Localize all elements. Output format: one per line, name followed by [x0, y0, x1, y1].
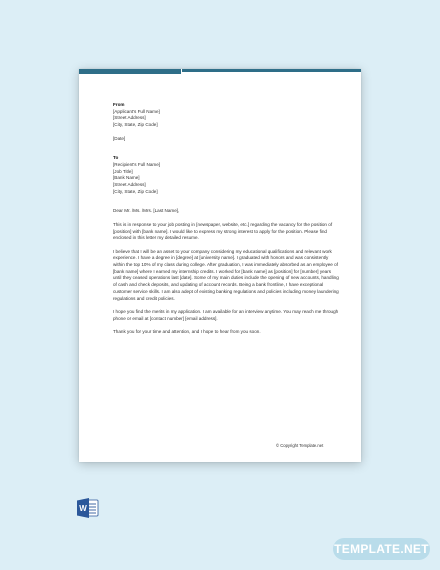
- salutation: Dear Mr. /Ms. /Mrs. [Last Name],: [113, 208, 180, 214]
- to-line: [City, State, Zip Code]: [113, 188, 158, 194]
- to-line: [Recipient's Full Name]: [113, 161, 161, 167]
- to-line: [Street Address]: [113, 182, 146, 188]
- from-line: [Street Address]: [113, 115, 146, 121]
- body-paragraph: This is in response to your job posting in [newspaper, website, etc.] regarding the vacancy for the position of [position] with [bank name]. I would like to express my strong interest to apply for the position. Please find enclosed in this letter my detailed resume.: [113, 221, 333, 241]
- letter-body: [113, 102, 339, 336]
- from-line: [City, State, Zip Code]: [113, 122, 158, 128]
- svg-text:W: W: [79, 504, 87, 514]
- body-paragraph: Thank you for your time and attention, and I hope to hear from you soon.: [113, 329, 261, 335]
- body-paragraph: I hope you find the merits in my application. I am available for an interview anytime. You may reach me through phone or email at [contact number] [email address].: [113, 308, 339, 321]
- to-block: [113, 155, 339, 195]
- letter-document: [79, 69, 361, 462]
- from-label: From: [113, 102, 125, 107]
- template-net-badge[interactable]: TEMPLATE.NET: [333, 538, 430, 560]
- to-label: To: [113, 155, 119, 161]
- word-icon: [77, 498, 99, 518]
- to-line: [Bank Name]: [113, 175, 140, 181]
- to-line: [Job Title]: [113, 168, 133, 174]
- body-paragraph: I believe that I will be an asset to your company considering my educational qualifications and relevant work experience. I have a degree in [degree] at [university name]. I graduated with honors and was consistently within the top 10% of my class during college. After graduation, I was immediately absorbed as an employee of [bank name] where I earned my internship credits. I worked for [bank name] as [position] for [number] years until they ceased operations last [date]. Some of my main duties include the opening of new accounts, handling of cash and check deposits, and updating of account records. Being a bank frontline, I have exceptional customer service skills. I am also adept of existing banking regulations and policies including money laundering regulations and credit policies.: [113, 248, 339, 301]
- header-accent-bar-right: [182, 69, 361, 72]
- header-accent-bar-left: [79, 69, 181, 74]
- from-block: [113, 102, 339, 129]
- from-line: [Applicant's Full Name]: [113, 108, 160, 114]
- copyright-notice: © Copyright Template.net: [276, 443, 324, 448]
- letter-date: [Date]: [113, 135, 126, 141]
